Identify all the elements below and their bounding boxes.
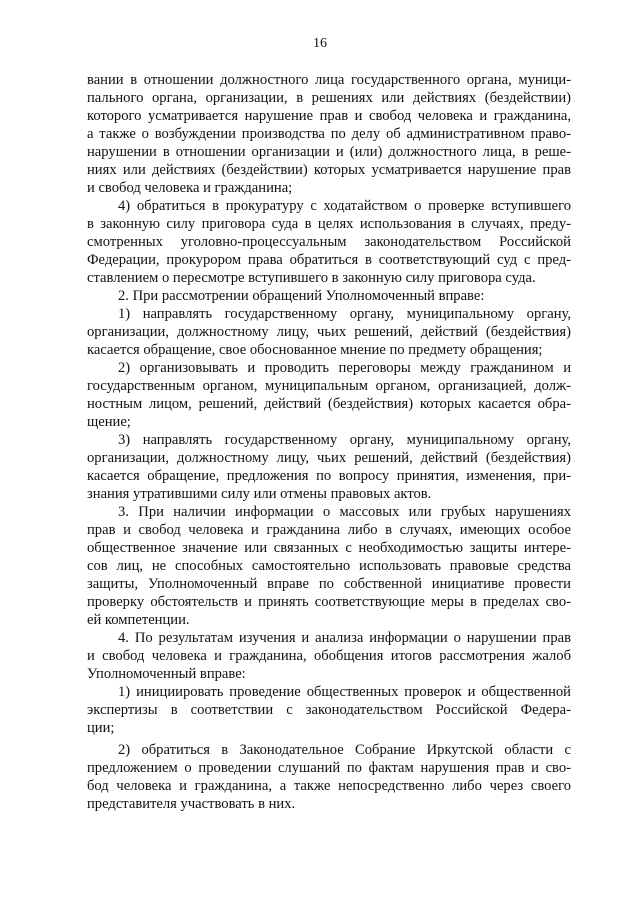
- text-line: бод человека и гражданина, а также непосредственно либо через своего: [87, 778, 571, 794]
- text-line: государственным органом, муниципальным органом, организацией, долж-: [87, 378, 571, 394]
- text-line: 4) обратиться в прокуратуру с ходатайством о проверке вступившего: [118, 198, 571, 214]
- text-line: предложением о проведении слушаний по фактам нарушения прав и сво-: [87, 760, 571, 776]
- text-line: ностным лицом, решений, действий (бездействия) которых касается обра-: [87, 396, 571, 412]
- text-line: 1) направлять государственному органу, муниципальному органу,: [118, 306, 571, 322]
- text-line: представителя участвовать в них.: [87, 796, 296, 812]
- text-line: вании в отношении должностного лица государственного органа, муници-: [87, 72, 571, 88]
- text-line: 2) организовывать и проводить переговоры между гражданином и: [118, 360, 571, 376]
- text-line: проверку обстоятельств и принять соответствующие меры в пределах сво-: [87, 594, 571, 610]
- text-line: организации, должностному лицу, чьих решений, действий (бездействия): [87, 450, 571, 466]
- text-line: ей компетенции.: [87, 612, 190, 628]
- text-line: знания утратившими силу или отмены правовых актов.: [87, 486, 432, 502]
- text-line: касается обращение, свое обоснованное мнение по предмету обращения;: [87, 342, 543, 358]
- text-line: в законную силу приговора суда в целях использования в случаях, преду-: [87, 216, 571, 232]
- text-line: ции;: [87, 720, 115, 736]
- text-line: 4. По результатам изучения и анализа информации о нарушении прав: [118, 630, 571, 646]
- text-line: 2) обратиться в Законодательное Собрание Иркутской области с: [118, 742, 571, 758]
- text-line: и свобод человека и гражданина;: [87, 180, 293, 196]
- text-line: прав и свобод человека и гражданина либо в случаях, имеющих особое: [87, 522, 571, 538]
- text-line: касается обращение, предложения по вопросу принятия, изменения, при-: [87, 468, 571, 484]
- text-line: Уполномоченный вправе:: [87, 666, 246, 682]
- text-line: общественное значение или связанных с необходимостью защиты интере-: [87, 540, 571, 556]
- text-line: Федерации, прокурором права обратиться в соответствующий суд с пред-: [87, 252, 571, 268]
- text-line: нарушении в отношении организации и (или) должностного лица, в реше-: [87, 144, 571, 160]
- text-line: защиты, Уполномоченный вправе по собственной инициативе провести: [87, 576, 571, 592]
- text-line: организации, должностному лицу, чьих решений, действий (бездействия): [87, 324, 571, 340]
- text-line: пального органа, организации, в решениях или действиях (бездействии): [87, 90, 571, 106]
- text-line: ниях или действиях (бездействии) которых усматривается нарушение прав: [87, 162, 571, 178]
- text-line: а также о возбуждении производства по делу об административном право-: [87, 126, 571, 142]
- page-number: 16: [313, 36, 327, 51]
- text-line: смотренных уголовно-процессуальным законодательством Российской: [87, 234, 571, 250]
- text-line: 3. При наличии информации о массовых или грубых нарушениях: [118, 504, 571, 520]
- text-line: 2. При рассмотрении обращений Уполномоченный вправе:: [118, 288, 485, 304]
- text-line: ставлением о пересмотре вступившего в законную силу приговора суда.: [87, 270, 536, 286]
- text-line: 1) инициировать проведение общественных проверок и общественной: [118, 684, 571, 700]
- text-line: и свобод человека и гражданина, обобщения итогов рассмотрения жалоб: [87, 648, 571, 664]
- text-line: экспертизы в соответствии с законодательством Российской Федера-: [87, 702, 571, 718]
- text-line: сов лиц, не способных самостоятельно использовать правовые средства: [87, 558, 571, 574]
- text-line: 3) направлять государственному органу, муниципальному органу,: [118, 432, 571, 448]
- text-line: которого усматривается нарушение прав и свобод человека и гражданина,: [87, 108, 571, 124]
- text-line: щение;: [87, 414, 131, 430]
